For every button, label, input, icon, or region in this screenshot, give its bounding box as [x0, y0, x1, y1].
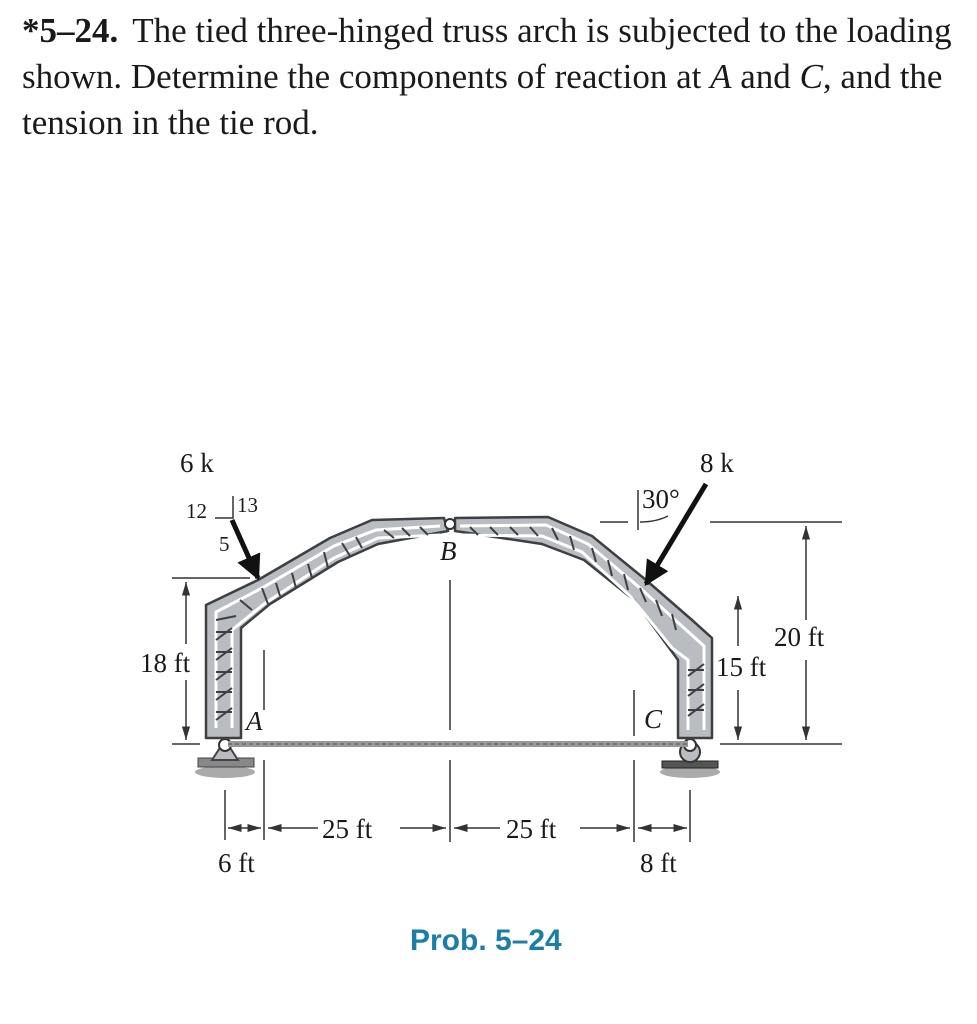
problem-text-3: , and the tension in the tie rod. [22, 57, 943, 142]
angle-label: 30° [642, 484, 680, 514]
problem-number: *5–24. [22, 11, 119, 50]
point-b-label: B [440, 536, 457, 566]
slope-13-label: 13 [237, 493, 258, 517]
load-left-label: 6 k [180, 448, 214, 478]
figure-caption: Prob. 5–24 [410, 924, 562, 957]
hinge-b [445, 519, 455, 529]
right-truss [455, 517, 712, 738]
dim-20-label: 20 ft [774, 622, 825, 652]
point-c-label: C [644, 704, 663, 734]
dim-8-label: 8 ft [640, 848, 677, 878]
problem-point-a: A [710, 57, 732, 96]
dim-18-label: 18 ft [140, 648, 191, 678]
slope-12-label: 12 [186, 499, 207, 523]
problem-text-1: The tied three-hinged truss arch is subjected to the loading shown. Determine the components of reaction at [22, 11, 952, 96]
point-a-label: A [246, 706, 263, 736]
dim-25-right-label: 25 ft [506, 814, 557, 844]
load-right-label: 8 k [700, 448, 734, 478]
slope-5-label: 5 [219, 532, 230, 556]
dim-15-label: 15 ft [716, 652, 767, 682]
dimension-lines [172, 522, 842, 842]
load-left-arrow [232, 520, 258, 578]
dim-6-label: 6 ft [218, 848, 255, 878]
problem-point-c: C [799, 57, 823, 96]
problem-text-2: and [731, 57, 800, 96]
slope-triangle [215, 496, 233, 518]
left-truss [206, 518, 448, 738]
dim-25-left-label: 25 ft [322, 814, 373, 844]
